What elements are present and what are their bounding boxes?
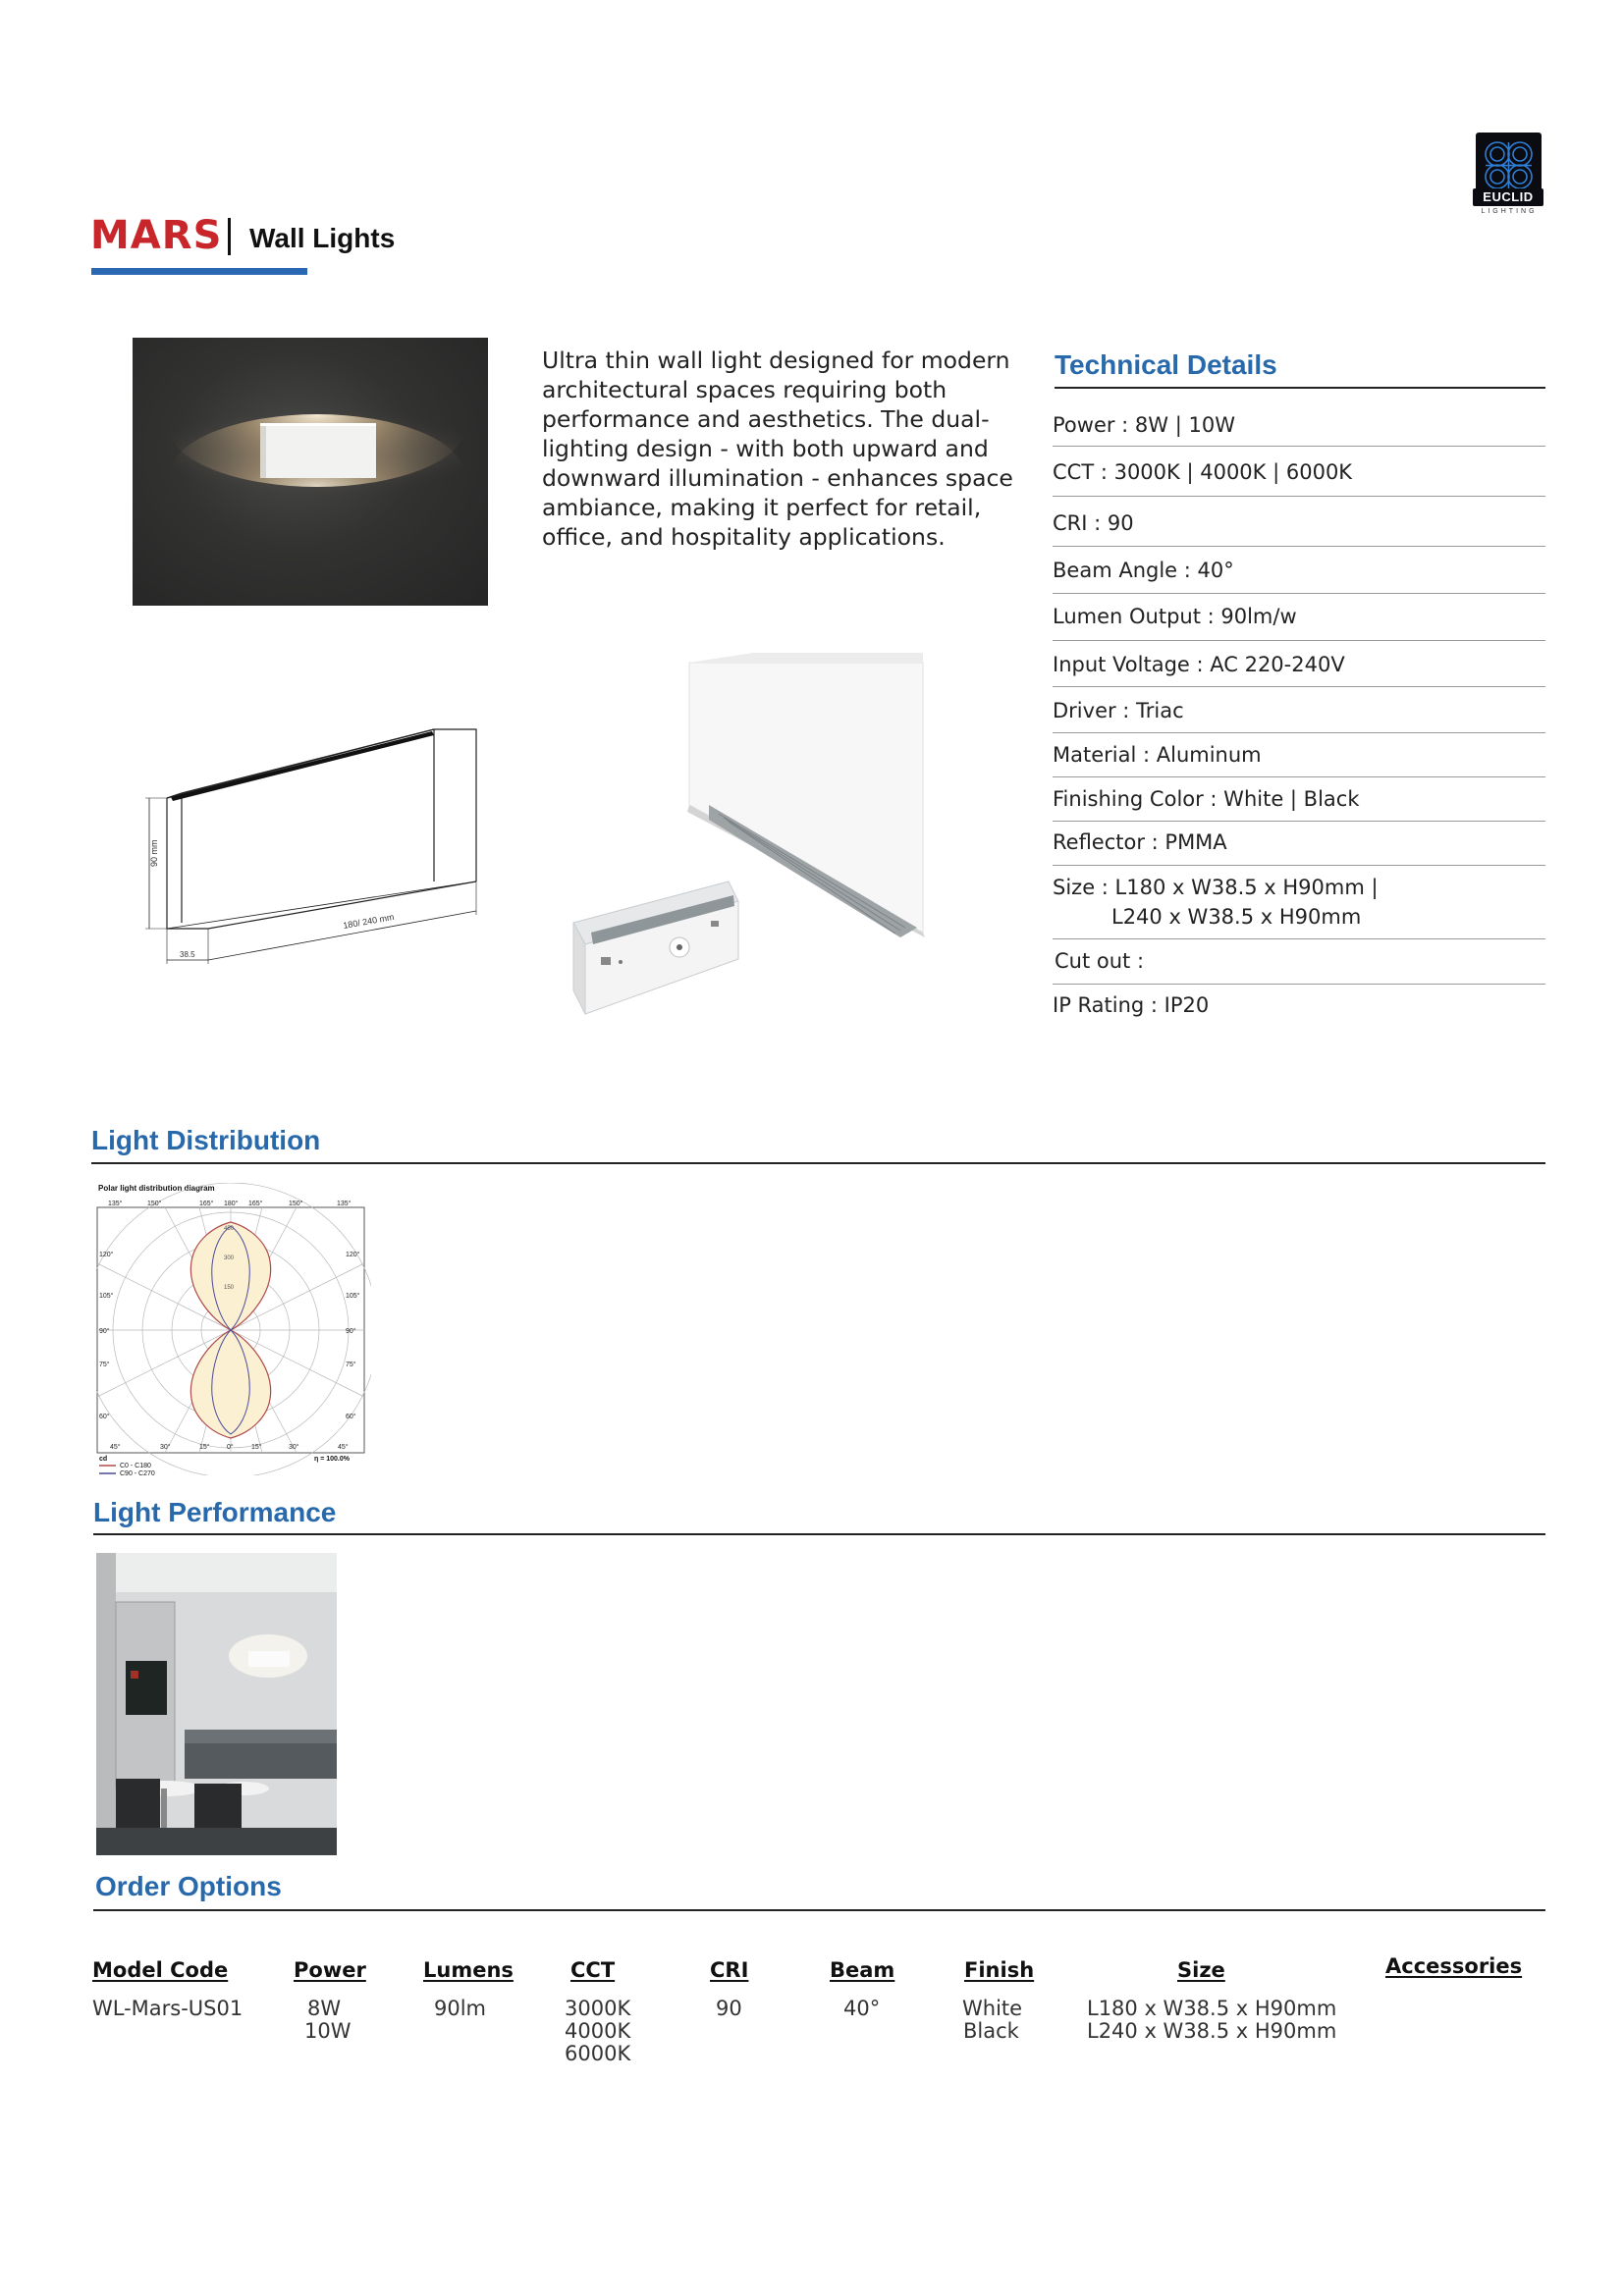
- angle-label: 135°: [108, 1201, 123, 1207]
- cell-size: L240 x W38.5 x H90mm: [1087, 2019, 1337, 2043]
- angle-label: 120°: [99, 1252, 114, 1258]
- angle-label: 0°: [227, 1444, 234, 1451]
- height-dimension-label: 90 mm: [149, 839, 159, 867]
- cell-cct: 3000K: [565, 1997, 631, 2020]
- spec-power: Power : 8W | 10W: [1053, 413, 1235, 437]
- efficiency-label: η = 100.0%: [314, 1456, 350, 1463]
- product-photo: [133, 338, 488, 606]
- product-category: Wall Lights: [249, 223, 396, 253]
- spec-material: Material : Aluminum: [1053, 743, 1262, 767]
- light-performance-rule: [93, 1533, 1545, 1535]
- light-performance-title: Light Performance: [93, 1497, 337, 1527]
- col-header-finish: Finish: [964, 1958, 1035, 1982]
- cell-finish: Black: [963, 2019, 1019, 2043]
- spec-divider: [1053, 984, 1545, 985]
- cell-beam: 40°: [843, 1997, 881, 2020]
- angle-label: 105°: [346, 1293, 360, 1300]
- angle-label: 15°: [251, 1444, 262, 1451]
- spec-reflector: Reflector : PMMA: [1053, 830, 1227, 854]
- spec-size: Size : L180 x W38.5 x H90mm |: [1053, 876, 1379, 899]
- spec-input-voltage: Input Voltage : AC 220-240V: [1053, 653, 1345, 676]
- angle-label: 45°: [338, 1444, 349, 1451]
- spec-beam-angle: Beam Angle : 40°: [1053, 559, 1234, 582]
- spec-cct: CCT : 3000K | 4000K | 6000K: [1053, 460, 1353, 484]
- spec-divider: [1053, 938, 1545, 939]
- angle-label: 135°: [337, 1201, 352, 1207]
- spec-divider: [1053, 446, 1545, 447]
- col-header-cct: CCT: [570, 1958, 616, 1982]
- col-header-beam: Beam: [830, 1958, 895, 1982]
- cell-size: L180 x W38.5 x H90mm: [1087, 1997, 1337, 2020]
- cell-model-code: WL-Mars-US01: [92, 1997, 244, 2020]
- angle-label: 180°: [224, 1201, 239, 1207]
- col-header-model-code: Model Code: [92, 1958, 229, 1982]
- angle-label: 165°: [199, 1201, 214, 1207]
- cell-power: 10W: [304, 2019, 352, 2043]
- cell-power: 8W: [307, 1997, 342, 2020]
- order-options-rule: [93, 1909, 1545, 1911]
- spec-divider: [1053, 821, 1545, 822]
- header-underline: [91, 268, 307, 275]
- spec-ip-rating: IP Rating : IP20: [1053, 993, 1210, 1017]
- cell-cct: 4000K: [565, 2019, 631, 2043]
- product-description: Ultra thin wall light designed for modern architectural spaces requiring both performance and aesthetics. The dual-lighting design - with both upward and downward illumination - enhances space ambiance, making it perfect for retail, office, and hospitality applications.: [542, 347, 1013, 551]
- spec-divider: [1053, 732, 1545, 733]
- cell-cri: 90: [716, 1997, 742, 2020]
- spec-divider: [1053, 640, 1545, 641]
- spec-finishing-color: Finishing Color : White | Black: [1053, 787, 1360, 811]
- light-distribution-title: Light Distribution: [91, 1125, 321, 1155]
- polar-light-distribution-diagram: [96, 1183, 371, 1475]
- angle-label: 75°: [346, 1362, 356, 1368]
- angle-label: 165°: [248, 1201, 263, 1207]
- length-dimension-label: 180/ 240 mm: [342, 911, 396, 931]
- polar-diagram-title: Polar light distribution diagram: [98, 1184, 215, 1193]
- col-header-power: Power: [294, 1958, 366, 1982]
- product-render: [562, 643, 935, 1026]
- spec-divider: [1053, 496, 1545, 497]
- cell-lumens: 90lm: [434, 1997, 487, 2020]
- order-options-title: Order Options: [95, 1871, 282, 1901]
- angle-label: 150°: [289, 1201, 303, 1207]
- cell-cct: 6000K: [565, 2042, 631, 2065]
- spec-divider: [1053, 593, 1545, 594]
- angle-label: 60°: [99, 1414, 110, 1420]
- angle-label: 15°: [199, 1444, 210, 1451]
- spec-cri: CRI : 90: [1053, 511, 1134, 535]
- spec-divider: [1053, 776, 1545, 777]
- unit-label: cd: [99, 1456, 108, 1463]
- spec-divider: [1053, 865, 1545, 866]
- dimension-drawing: [137, 715, 491, 968]
- depth-dimension-label: 38.5: [180, 950, 195, 959]
- ring-label: 450: [224, 1226, 235, 1232]
- angle-label: 30°: [160, 1444, 171, 1451]
- light-distribution-rule: [91, 1162, 1545, 1164]
- legend-c0-c180: C0 - C180: [120, 1463, 151, 1469]
- technical-details-rule: [1055, 387, 1545, 389]
- angle-label: 90°: [346, 1328, 356, 1335]
- angle-label: 60°: [346, 1414, 356, 1420]
- header-separator: [228, 218, 231, 255]
- product-name: MARS: [90, 213, 223, 258]
- legend-c90-c270: C90 - C270: [120, 1470, 155, 1475]
- col-header-cri: CRI: [710, 1958, 749, 1982]
- spec-divider: [1053, 546, 1545, 547]
- spec-lumen-output: Lumen Output : 90lm/w: [1053, 605, 1297, 628]
- col-header-accessories: Accessories: [1385, 1954, 1523, 1978]
- spec-cutout: Cut out :: [1055, 949, 1145, 973]
- angle-label: 120°: [346, 1252, 360, 1258]
- angle-label: 90°: [99, 1328, 110, 1335]
- ring-label: 300: [224, 1255, 235, 1261]
- angle-label: 75°: [99, 1362, 110, 1368]
- angle-label: 105°: [99, 1293, 114, 1300]
- technical-details-title: Technical Details: [1055, 349, 1277, 380]
- col-header-lumens: Lumens: [423, 1958, 514, 1982]
- col-header-size: Size: [1177, 1958, 1225, 1982]
- ambient-room-photo: [96, 1553, 337, 1855]
- logo-wordmark: EUCLID: [1473, 188, 1543, 206]
- spec-driver: Driver : Triac: [1053, 699, 1184, 722]
- spec-size-alt: L240 x W38.5 x H90mm: [1111, 905, 1362, 929]
- logo-subtitle: LIGHTING: [1481, 208, 1538, 215]
- angle-label: 30°: [289, 1444, 299, 1451]
- spec-divider: [1053, 686, 1545, 687]
- angle-label: 45°: [110, 1444, 121, 1451]
- ring-label: 150: [224, 1285, 235, 1291]
- angle-label: 150°: [147, 1201, 162, 1207]
- cell-finish: White: [962, 1997, 1023, 2020]
